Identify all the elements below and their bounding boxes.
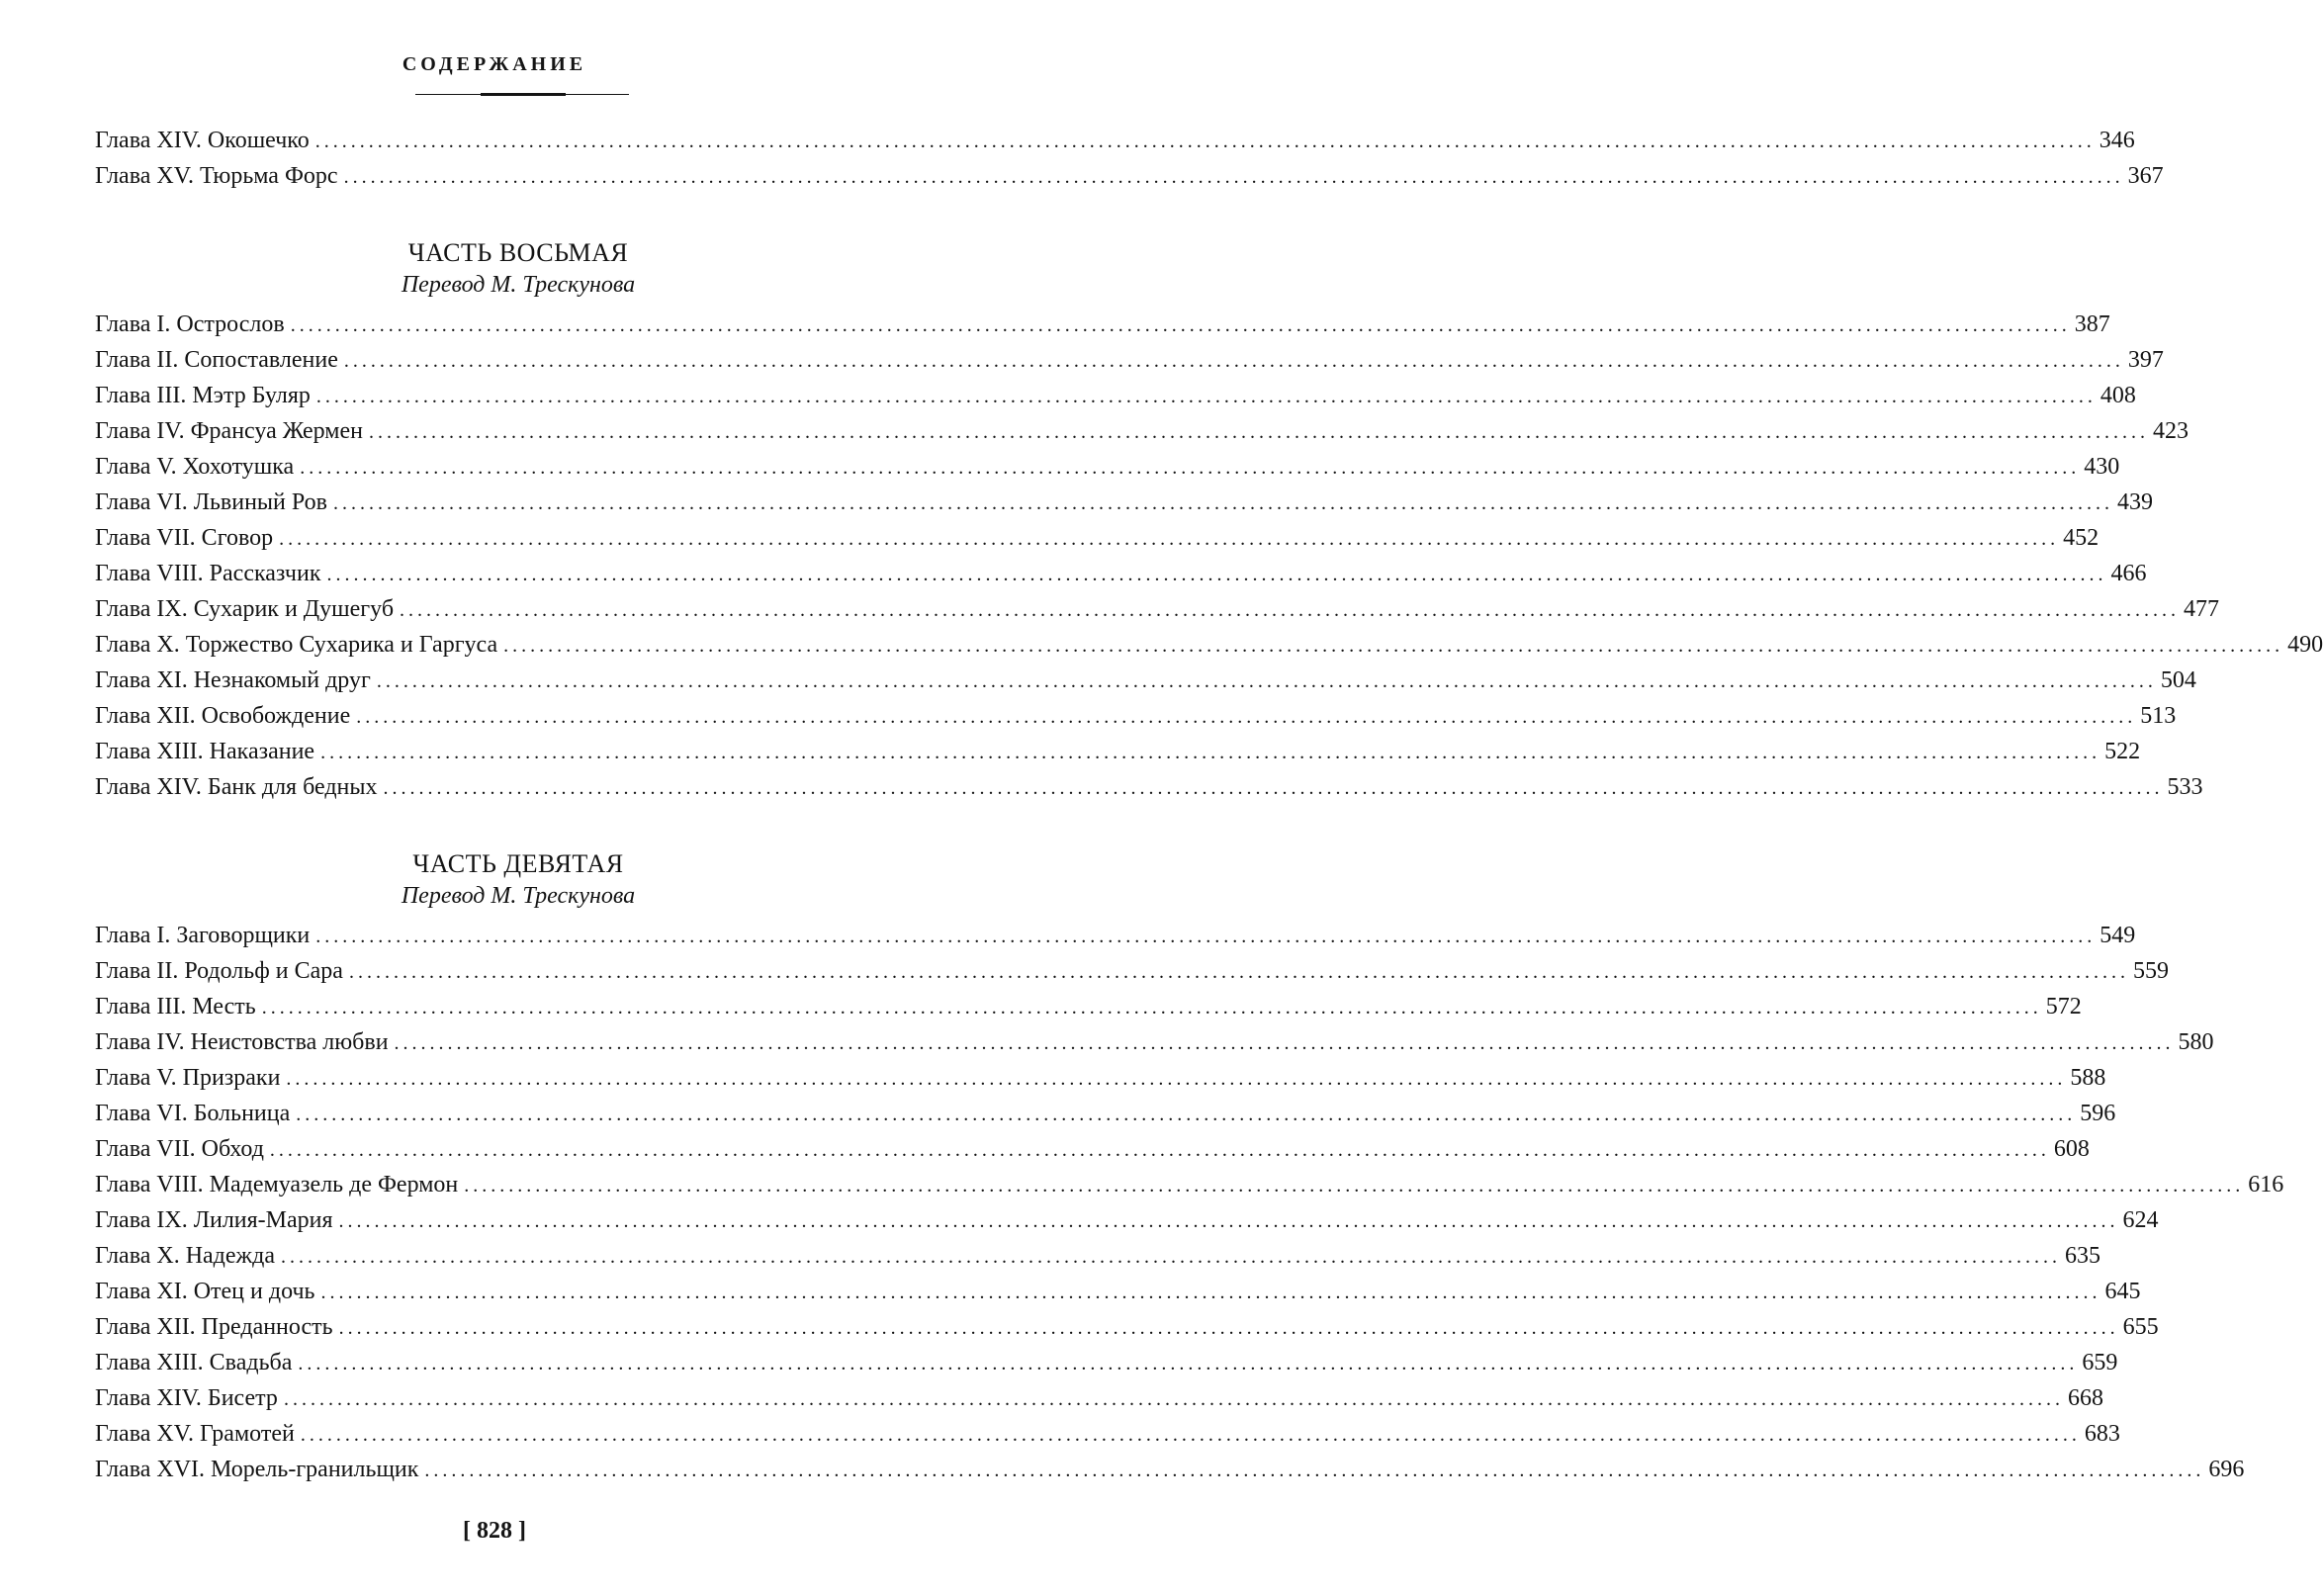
toc-entry-title: Глава VIII. Рассказчик bbox=[95, 561, 321, 586]
toc-entry-title: Глава IX. Сухарик и Душегуб bbox=[95, 596, 395, 622]
toc-entry-page: 696 bbox=[2208, 1457, 2245, 1482]
toc-entry-page: 533 bbox=[2167, 774, 2203, 800]
toc-entry-page: 655 bbox=[2122, 1314, 2159, 1340]
toc-entry-page: 367 bbox=[2127, 163, 2164, 189]
toc-dot-leader: ........................................................................................................................................................................................................ bbox=[281, 1246, 2061, 1268]
toc-dot-leader: ........................................................................................................................................................................................................ bbox=[298, 1353, 2079, 1374]
toc-dot-leader: ........................................................................................................................................................................................................ bbox=[279, 528, 2060, 550]
toc-dot-leader: ........................................................................................................................................................................................................ bbox=[290, 314, 2071, 336]
toc-entry-page: 559 bbox=[2132, 958, 2169, 984]
toc-entry-title: Глава VII. Обход bbox=[95, 1136, 264, 1162]
toc-entry-page: 477 bbox=[2184, 596, 2220, 622]
toc-entry bbox=[95, 953, 2169, 989]
toc-entry-title: Глава X. Торжество Сухарика и Гаргуса bbox=[95, 632, 498, 658]
toc-entry-page: 668 bbox=[2067, 1385, 2103, 1411]
toc-entry-page: 683 bbox=[2084, 1421, 2120, 1447]
toc-dot-leader: ........................................................................................................................................................................................................ bbox=[326, 564, 2107, 585]
toc-entry-page: 490 bbox=[2287, 632, 2323, 658]
toc-entry-page: 466 bbox=[2110, 561, 2147, 586]
toc-entry-title: Глава XIII. Наказание bbox=[95, 739, 315, 764]
part-translator: Перевод М. Трескунова bbox=[401, 883, 636, 909]
toc-dot-leader: ........................................................................................................................................................................................................ bbox=[283, 1388, 2064, 1410]
toc-entry-title: Глава IX. Лилия-Мария bbox=[95, 1207, 333, 1233]
toc-entry bbox=[95, 698, 2177, 734]
toc-entry-title: Глава XV. Тюрьма Форс bbox=[95, 163, 338, 189]
toc-entry bbox=[95, 918, 2136, 953]
toc-entry-title: Глава VII. Сговор bbox=[95, 525, 274, 551]
toc-entry-title: Глава XIII. Свадьба bbox=[95, 1350, 293, 1375]
part-translator: Перевод М. Трескунова bbox=[401, 272, 636, 298]
toc-entry-title: Глава VI. Больница bbox=[95, 1101, 291, 1126]
toc-dot-leader: ........................................................................................................................................................................................................ bbox=[320, 1282, 2101, 1303]
toc-dot-leader: ........................................................................................................................................................................................................ bbox=[343, 166, 2124, 188]
toc-entry-title: Глава IV. Франсуа Жермен bbox=[95, 418, 363, 444]
toc-entry bbox=[95, 1202, 2159, 1238]
running-head: СОДЕРЖАНИЕ bbox=[402, 53, 587, 75]
toc-dot-leader: ........................................................................................................................................................................................................ bbox=[296, 1104, 2077, 1125]
toc-entry-title: Глава I. Острослов bbox=[95, 311, 285, 337]
toc-dot-leader: ........................................................................................................................................................................................................ bbox=[338, 1317, 2119, 1339]
toc-entry-title: Глава II. Родольф и Сара bbox=[95, 958, 343, 984]
toc-dot-leader: ........................................................................................................................................................................................................ bbox=[394, 1032, 2175, 1054]
toc-entry-page: 624 bbox=[2122, 1207, 2159, 1233]
toc-entry-page: 513 bbox=[2140, 703, 2177, 729]
toc-entry-title: Глава V. Хохотушка bbox=[95, 454, 295, 480]
toc-entry-page: 549 bbox=[2100, 923, 2136, 948]
toc-dot-leader: ........................................................................................................................................................................................................ bbox=[376, 670, 2157, 692]
toc-entry bbox=[95, 158, 2164, 194]
toc-entry bbox=[95, 378, 2136, 413]
toc-dot-leader: ........................................................................................................................................................................................................ bbox=[315, 926, 2097, 947]
toc-entry-title: Глава XIV. Банк для бедных bbox=[95, 774, 378, 800]
toc-dot-leader: ........................................................................................................................................................................................................ bbox=[464, 1175, 2245, 1197]
toc-entry-page: 645 bbox=[2104, 1279, 2141, 1304]
toc-dot-leader: ........................................................................................................................................................................................................ bbox=[300, 457, 2081, 479]
parts-container bbox=[95, 237, 2323, 1487]
toc-entry bbox=[95, 1274, 2141, 1309]
toc-entry-page: 397 bbox=[2127, 347, 2164, 373]
toc-entry bbox=[95, 1024, 2214, 1060]
toc-entry bbox=[95, 123, 2135, 158]
toc-entry bbox=[95, 1452, 2245, 1487]
toc-entry bbox=[95, 1416, 2120, 1452]
toc-entry bbox=[95, 1060, 2106, 1096]
part-heading bbox=[95, 848, 941, 912]
toc-entry bbox=[95, 591, 2220, 627]
toc-entry-title: Глава XII. Преданность bbox=[95, 1314, 333, 1340]
toc-entry bbox=[95, 413, 2189, 449]
toc-entry-title: Глава XVI. Морель-гранильщик bbox=[95, 1457, 419, 1482]
toc-entry-title: Глава VIII. Мадемуазель де Фермон bbox=[95, 1172, 459, 1197]
toc-entry-title: Глава XI. Незнакомый друг bbox=[95, 667, 371, 693]
toc-entry-page: 423 bbox=[2152, 418, 2189, 444]
toc-entry bbox=[95, 1131, 2090, 1167]
toc-entry-page: 452 bbox=[2063, 525, 2100, 551]
toc-entry-page: 387 bbox=[2074, 311, 2110, 337]
toc-entry-page: 616 bbox=[2248, 1172, 2284, 1197]
toc-entry bbox=[95, 520, 2100, 556]
toc-entry bbox=[95, 1238, 2100, 1274]
toc-entry bbox=[95, 1309, 2159, 1345]
toc-entry-page: 408 bbox=[2100, 383, 2136, 408]
toc-dot-leader: ........................................................................................................................................................................................................ bbox=[320, 742, 2101, 763]
toc-entry-page: 504 bbox=[2160, 667, 2196, 693]
toc-entry bbox=[95, 663, 2196, 698]
intro-entries bbox=[95, 123, 2164, 194]
toc-dot-leader: ........................................................................................................................................................................................................ bbox=[261, 997, 2042, 1019]
toc-entry bbox=[95, 1380, 2103, 1416]
toc-dot-leader: ........................................................................................................................................................................................................ bbox=[286, 1068, 2067, 1090]
page-number: [ 828 ] bbox=[463, 1518, 526, 1544]
toc-entry-title: Глава I. Заговорщики bbox=[95, 923, 311, 948]
toc-dot-leader: ........................................................................................................................................................................................................ bbox=[348, 961, 2129, 983]
part-title: ЧАСТЬ ВОСЬМАЯ bbox=[407, 238, 629, 267]
part-title: ЧАСТЬ ДЕВЯТАЯ bbox=[412, 849, 624, 878]
toc-entry bbox=[95, 485, 2153, 520]
toc-dot-leader: ........................................................................................................................................................................................................ bbox=[368, 421, 2149, 443]
toc-entry-page: 635 bbox=[2065, 1243, 2100, 1269]
toc-entry bbox=[95, 989, 2082, 1024]
toc-entry bbox=[95, 769, 2203, 805]
toc-entry-title: Глава XII. Освобождение bbox=[95, 703, 351, 729]
toc-entry-page: 659 bbox=[2082, 1350, 2118, 1375]
toc-entry bbox=[95, 1167, 2284, 1202]
toc-entry bbox=[95, 556, 2147, 591]
toc-entry bbox=[95, 627, 2323, 663]
toc-entry-page: 580 bbox=[2178, 1029, 2214, 1055]
toc-entry-page: 588 bbox=[2070, 1065, 2106, 1091]
toc-dot-leader: ........................................................................................................................................................................................................ bbox=[383, 777, 2164, 799]
toc-dot-leader: ........................................................................................................................................................................................................ bbox=[269, 1139, 2050, 1161]
toc-entry-page: 522 bbox=[2104, 739, 2141, 764]
toc-dot-leader: ........................................................................................................................................................................................................ bbox=[424, 1460, 2205, 1481]
toc-entry-title: Глава X. Надежда bbox=[95, 1243, 275, 1269]
toc-entry-title: Глава XIV. Бисетр bbox=[95, 1385, 278, 1411]
toc-entry bbox=[95, 1345, 2118, 1380]
toc-entry-title: Глава IV. Неистовства любви bbox=[95, 1029, 389, 1055]
toc-entry-title: Глава XV. Грамотей bbox=[95, 1421, 295, 1447]
toc-dot-leader: ........................................................................................................................................................................................................ bbox=[314, 131, 2096, 152]
toc-dot-leader: ........................................................................................................................................................................................................ bbox=[315, 386, 2097, 407]
toc-entry-title: Глава III. Месть bbox=[95, 994, 256, 1020]
toc-entry-title: Глава XI. Отец и дочь bbox=[95, 1279, 315, 1304]
toc-dot-leader: ........................................................................................................................................................................................................ bbox=[338, 1210, 2119, 1232]
toc-entry bbox=[95, 1096, 2116, 1131]
toc-entry-title: Глава V. Призраки bbox=[95, 1065, 281, 1091]
toc-entry-page: 572 bbox=[2045, 994, 2082, 1020]
toc-entry-page: 596 bbox=[2080, 1101, 2116, 1126]
toc-entry bbox=[95, 734, 2141, 769]
toc-entry-page: 430 bbox=[2084, 454, 2120, 480]
toc-entry bbox=[95, 342, 2164, 378]
toc-entry bbox=[95, 307, 2110, 342]
toc-entry-title: Глава II. Сопоставление bbox=[95, 347, 338, 373]
toc-entry-title: Глава III. Мэтр Буляр bbox=[95, 383, 311, 408]
toc-dot-leader: ........................................................................................................................................................................................................ bbox=[343, 350, 2124, 372]
toc-dot-leader: ........................................................................................................................................................................................................ bbox=[332, 492, 2113, 514]
toc-entry-title: Глава VI. Львиный Ров bbox=[95, 489, 327, 515]
table-of-contents bbox=[95, 123, 2323, 1487]
head-rule-accent bbox=[481, 93, 566, 96]
toc-entry-page: 608 bbox=[2053, 1136, 2090, 1162]
toc-entry-title: Глава XIV. Окошечко bbox=[95, 128, 310, 153]
toc-entry-page: 439 bbox=[2116, 489, 2153, 515]
toc-entry bbox=[95, 449, 2120, 485]
part-heading bbox=[95, 237, 941, 301]
toc-dot-leader: ........................................................................................................................................................................................................ bbox=[300, 1424, 2081, 1446]
toc-dot-leader: ........................................................................................................................................................................................................ bbox=[356, 706, 2137, 728]
toc-entry-page: 346 bbox=[2099, 128, 2135, 153]
toc-dot-leader: ........................................................................................................................................................................................................ bbox=[400, 599, 2181, 621]
toc-dot-leader: ........................................................................................................................................................................................................ bbox=[503, 635, 2284, 657]
